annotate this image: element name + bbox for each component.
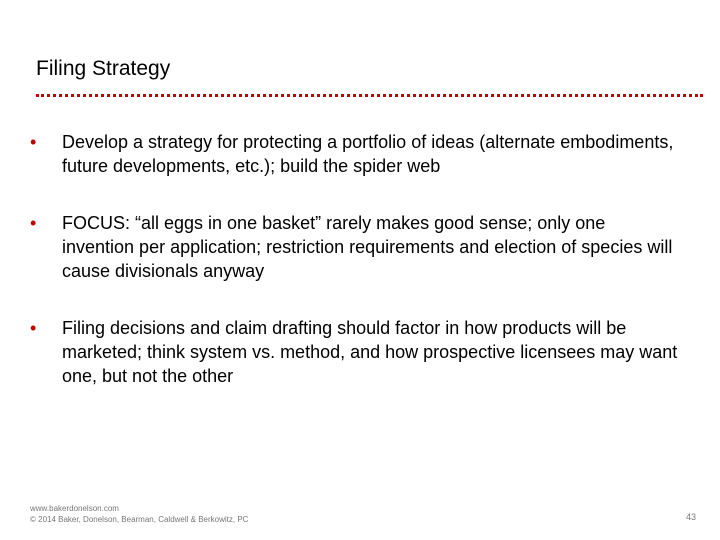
bullet-text: Filing decisions and claim drafting should factor in how products will be marketed; think system vs. method, and how prospective licensees may want one, but not the other	[62, 318, 678, 386]
bullet-text: FOCUS: “all eggs in one basket” rarely makes good sense; only one invention per application; restriction requirements and election of species will cause divisionals anyway	[62, 213, 673, 281]
bullet-marker: •	[30, 318, 37, 338]
bullet-text: Develop a strategy for protecting a portfolio of ideas (alternate embodiments, future developments, etc.); build the spider web	[62, 132, 674, 176]
bullet-list	[30, 130, 680, 421]
bullet-marker: •	[30, 213, 37, 233]
bullet-item	[30, 130, 680, 178]
slide-title: Filing Strategy	[36, 57, 171, 80]
page-number: 43	[685, 512, 696, 522]
bullet-marker: •	[30, 132, 37, 152]
bullet-item	[30, 211, 680, 283]
title-divider	[36, 94, 703, 97]
footer-website: www.bakerdonelson.com	[30, 504, 119, 513]
footer-copyright: © 2014 Baker, Donelson, Bearman, Caldwell & Berkowitz, PC	[30, 515, 249, 524]
bullet-item	[30, 316, 680, 388]
